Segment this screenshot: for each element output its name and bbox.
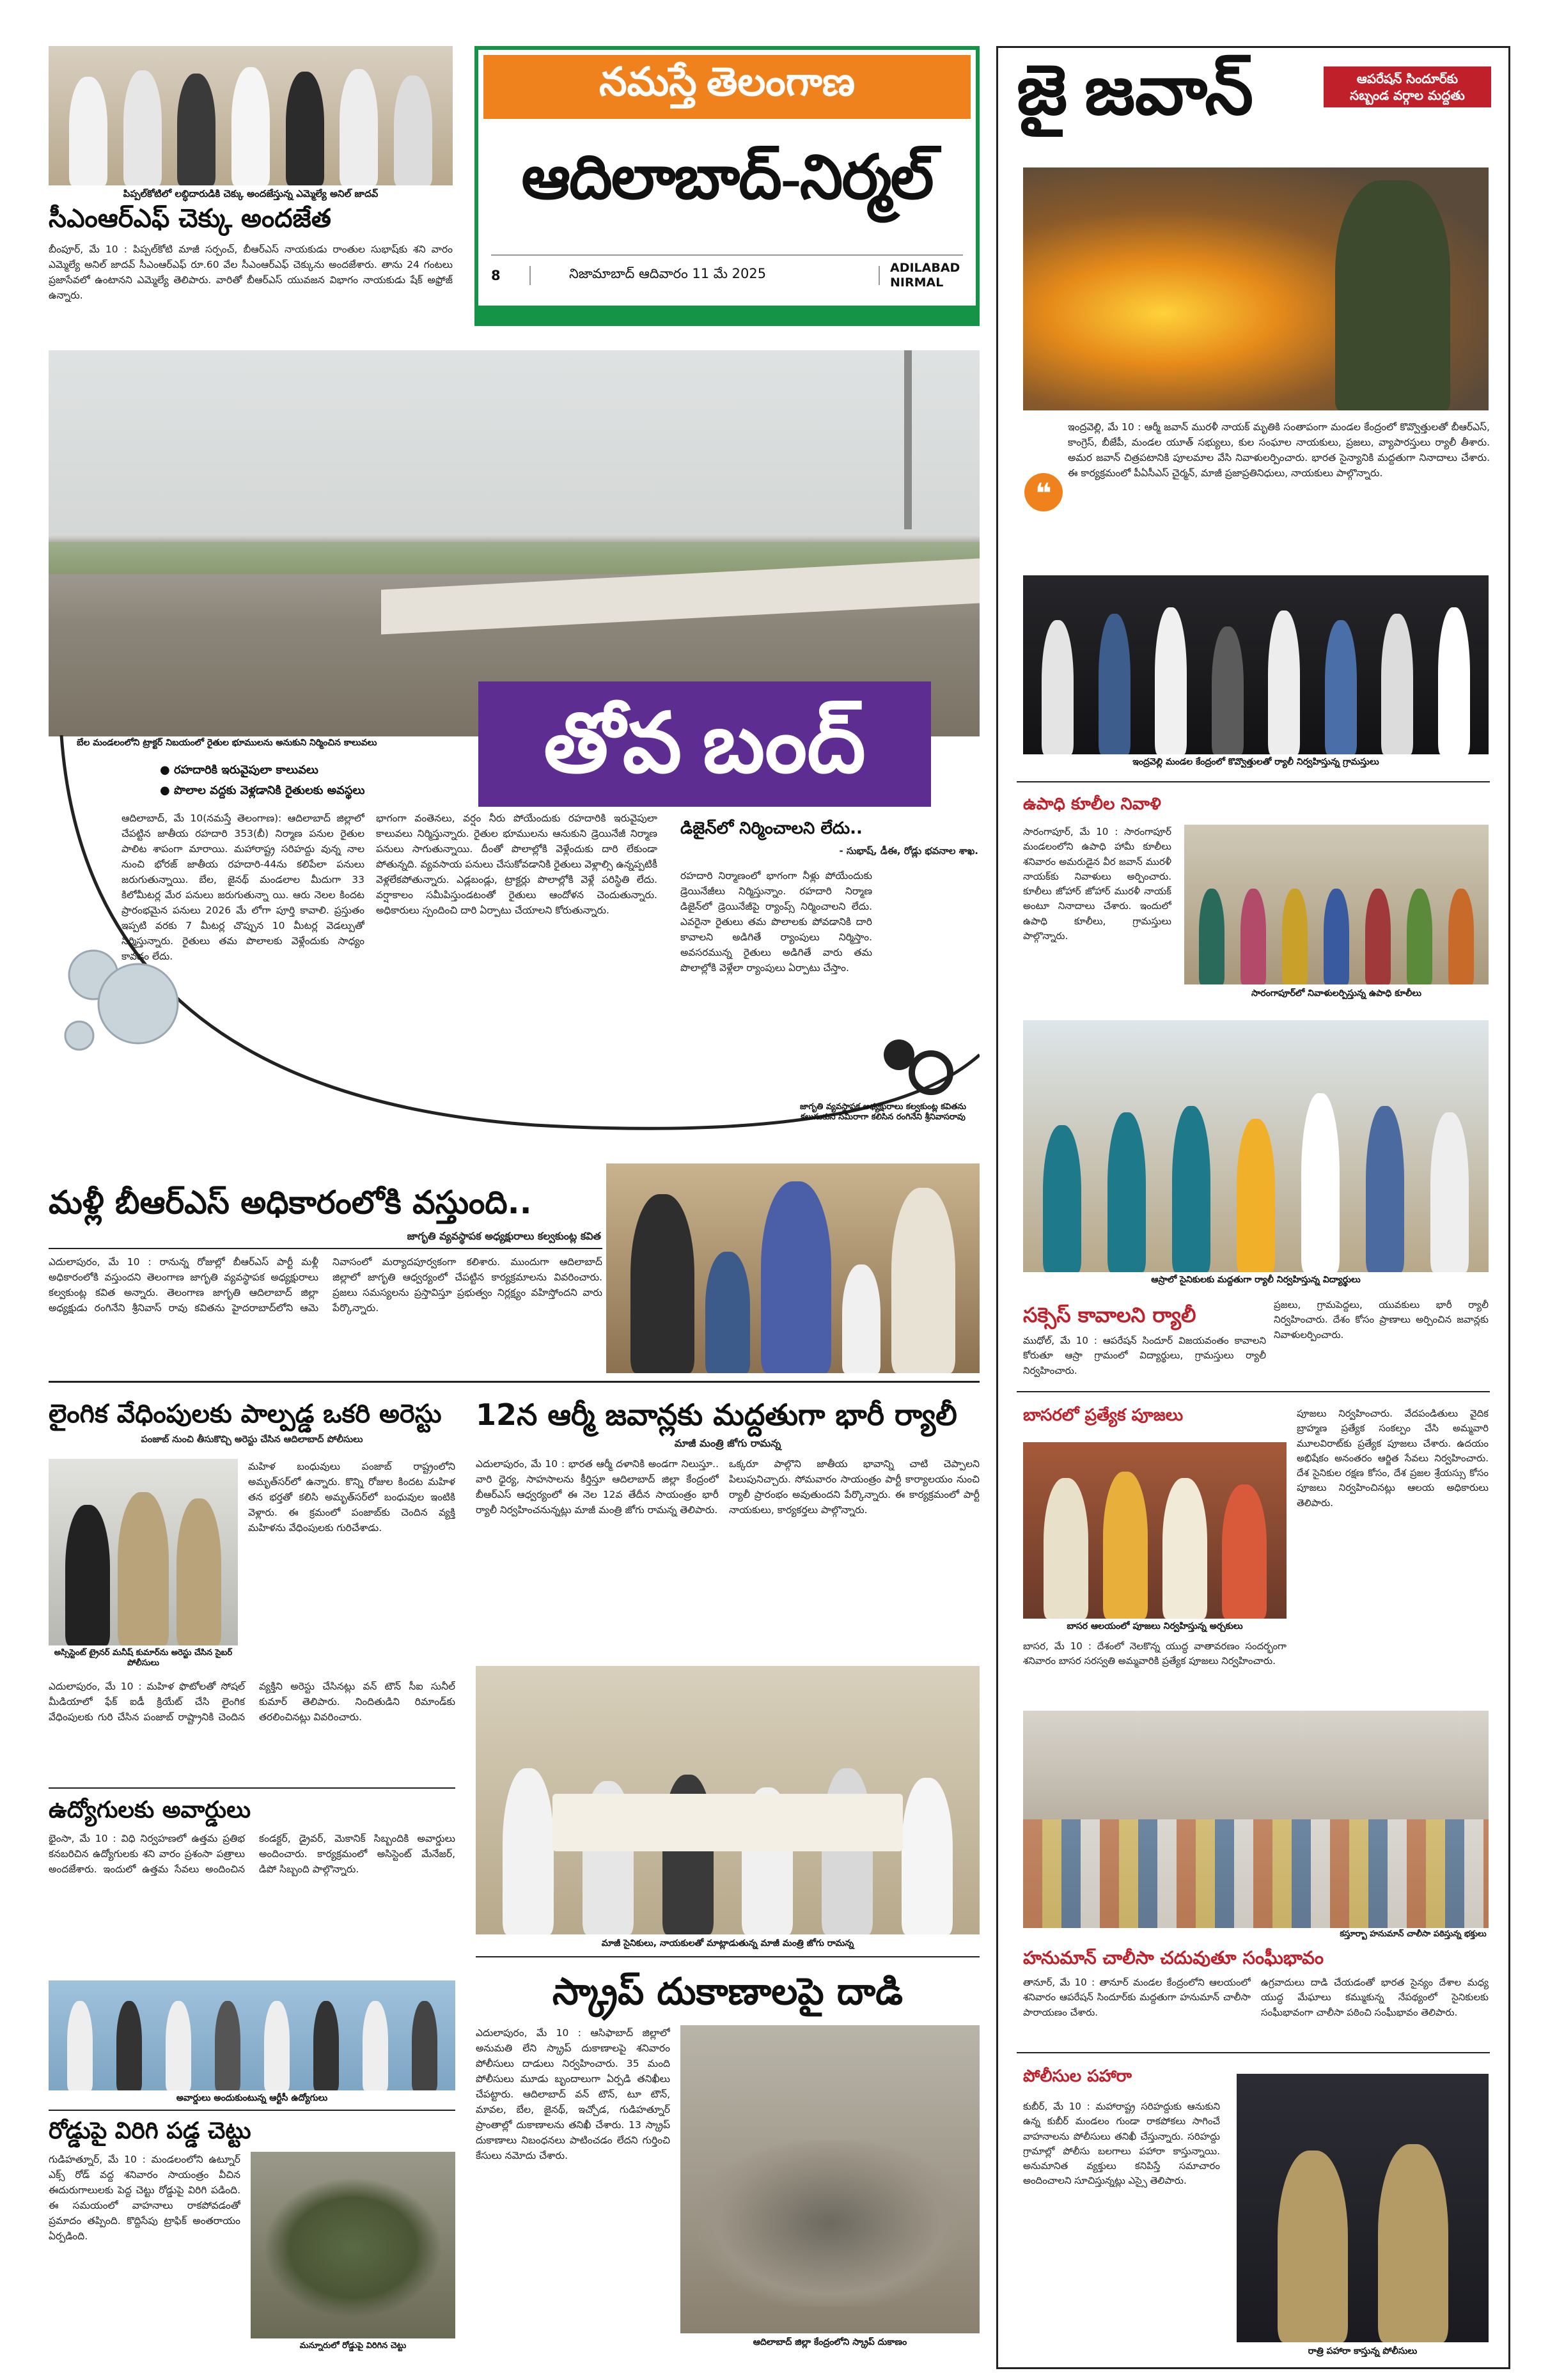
jawan-rally-caption: ఇంద్రవెల్లి మండల కేంద్రంలో కొవ్వొత్తులతో ర్యాలీ నిర్వహిస్తున్న గ్రామస్తులు (1132, 757, 1379, 767)
basara-headline: బాసరలో ప్రత్యేక పూజలు (1023, 1406, 1184, 1425)
brs-subhead: జాగృతి వ్యవస్థాపక అధ్యక్షురాలు కల్వకుంట్ల కవిత (407, 1230, 601, 1242)
scrap-photo (680, 2025, 980, 2333)
rally-headline: 12న ఆర్మీ జవాన్లకు మద్దతుగా భారీ ర్యాలీ (476, 1397, 957, 1432)
field-photo (49, 350, 980, 736)
awards-photo-caption: అవార్డులు అందుకుంటున్న ఆర్టీసీ ఉద్యోగులు (176, 2093, 328, 2103)
masthead-stripe (478, 306, 976, 322)
dateline: నిజామాబాద్ ఆదివారం 11 మే 2025 (529, 266, 880, 285)
arrest-photo-caption: అస్సిస్టెంట్ ట్రైనర్ మనీష్ కుమార్‌ను అరెస్టు చేసిన సైబర్ పోలీసులు (54, 1648, 233, 1668)
field-photo-caption: బేల మండలంలోని ట్రాక్టర్ నిబయంలో రైతుల భూములను అనుకుని నిర్మించిన కాలువలు (77, 738, 377, 748)
police-headline: పోలీసుల పహారా (1023, 2067, 1132, 2086)
jawan-tag: ఆపరేషన్ సిందూర్‌కు సబ్బండ వర్గాల మద్దతు (1324, 66, 1491, 107)
brand-name: నమస్తే తెలంగాణ (599, 60, 856, 104)
hanuman-body-a: తానూర్, మే 10 : తానూర్ మండల కేంద్రంలోని ఆలయంలో శనివారం ఆపరేషన్ సిందూర్‌కు మద్దతుగా హనుమాన్ చాలీసా పారాయణం చేశారు. (1023, 1977, 1251, 2018)
rally-photo (476, 1666, 980, 1934)
police-photo-caption: రాత్రి పహారా కాస్తున్న పోలీసులు (1308, 2346, 1418, 2356)
quote-icon: ❝ (1024, 473, 1063, 511)
edition-english: ADILABAD NIRMAL (890, 261, 960, 290)
tova-headline: తోవ బంద్ (544, 698, 866, 790)
upadhi-photo-caption: సారంగాపూర్‌లో నివాళులర్పిస్తున్న ఉపాధి కూలీలు (1251, 988, 1422, 999)
tova-sidebar-body: రహదారి నిర్మాణంలో భాగంగా నీళ్లు పోయేందుకు డ్రెయినేజీలు నిర్మిస్తున్నాం. రహదారి నిర్మాణ డిజైన్‌లో డ్రెయినేజీపై ర్యాంప్స్ నిర్మించాలని లేదు. ఎవరైనా రైతులు తమ పొలాలకు పోవడానికి దారి కావాలని అడిగితే ర్యాంపులు నిర్మిస్తాం. అవసరమున్న రైతులు అడిగితే వారు తమ పొలాల్లోకి వెళ్లేలా ర్యాంపులు ఏర్పాటు చేస్తాం. (680, 870, 872, 974)
awards-photo (49, 1980, 455, 2090)
police-body: కుబీర్, మే 10 : మహారాష్ట్ర సరిహద్దుకు ఆనుకుని ఉన్న కుబీర్ మండలం గుండా రాకపోకలు సాగించే వాహనాలను పోలీసులు తనిఖీ చేస్తున్నారు. సరిహద్దు గ్రామాల్లో పోలీసు బలగాలు పహారా కాస్తున్నాయి. అనుమానిత వ్యక్తులు కనిపిస్తే సమాచారం అందించాలని సూచిస్తున్నట్లు ఎస్సై తెలిపారు. (1023, 2101, 1220, 2187)
rally-photo-caption: మాజీ సైనికులు, నాయకులతో మాట్లాడుతున్న మాజీ మంత్రి జోగు రామన్న (601, 1938, 854, 1948)
jawan-headline: జై జవాన్ (1017, 53, 1254, 129)
tova-bullet-1: ● రహదారికి ఇరువైపులా కాలువలు (160, 763, 318, 777)
upadhi-body: సారంగాపూర్, మే 10 : సారంగాపూర్ మండలంలోని ఉపాధి హామీ కూలీలు శనివారం అమరుడైన వీర జవాన్ మురళీ నాయక్‌కు నివాళులు అర్పించారు. కూలీలు జోహార్ జోహార్ మురళీ నాయక్ అంటూ నినాదాలు చేశారు. ఇందులో ఉపాధి కూలీలు, గ్రామస్తులు పాల్గొన్నారు. (1023, 826, 1171, 942)
awards-body: భైంసా, మే 10 : విధి నిర్వహణలో ఉత్తమ ప్రతిభ కనబరిచిన ఉద్యోగులకు శని వారం ప్రశంసా పత్రాలు అందజేశారు. ఇందులో ఉత్తమ సేవలు అందించిన కండక్టర్, డ్రైవర్, మెకానిక్ సిబ్బందికి అవార్డులు అందించారు. కార్యక్రమంలో అసిస్టెంట్ మేనేజర్, డిపో సిబ్బంది పాల్గొన్నారు. (49, 1833, 455, 1876)
basara-body-a: బాసర, మే 10 : దేశంలో నెలకొన్న యుద్ధ వాతావరణం సందర్భంగా శనివారం బాసర సరస్వతి అమ్మవారికి ప్రత్యేక పూజలు నిర్వహించారు. (1023, 1640, 1287, 1667)
hanuman-headline: హనుమాన్ చాలీసా చదువుతూ సంఘీభావం (1023, 1947, 1324, 1968)
tree-body: గుడిహత్నూర్, మే 10 : మండలంలోని ఉట్నూర్ ఎక్స్ రోడ్ వద్ద శనివారం సాయంత్రం వీచిన ఈదురుగాలులకు పెద్ద చెట్టు రోడ్డుపై విరిగి పడింది. ఈ సమయంలో వాహనాలు రాకపోవడంతో ప్రమాదం తప్పింది. కొద్దిసేపు ట్రాఫిక్ అంతరాయం ఏర్పడింది. (49, 2154, 240, 2243)
cmrf-photo-caption: పిప్పల్‌కోటిలో లబ్ధిదారుడికి చెక్కు అందజేస్తున్న ఎమ్మెల్యే అనిల్ జాదవ్ (123, 188, 379, 199)
brand-banner (483, 55, 971, 119)
tova-sidebar-byline: - సుభాష్, డీఈ, రోడ్లు భవనాల శాఖ. (839, 845, 978, 857)
cmrf-body: బీంపూర్, మే 10 : పిప్పల్‌కోటి మాజీ సర్పంచ్, బీఆర్‌ఎస్ నాయకుడు రాంతుల సుభాష్‌కు శని వారం ఎమ్మెల్యే అనిల్ జాదవ్ సీఎంఆర్‌ఎఫ్ రూ.60 వేల సీఎంఆర్‌ఎఫ్ చెక్కును అందజేశారు. తాను 24 గంటలు ప్రజాసేవలో ఉంటానని ఎమ్మెల్యే తెలిపారు. వారితో బీఆర్‌ఎస్ యువజన విభాగం నాయకుడు షేక్ అఫ్రోజ్ ఉన్నారు. (49, 244, 453, 302)
basara-photo (1023, 1442, 1287, 1619)
tova-body-col1: ఆదిలాబాద్, మే 10(నమస్తే తెలంగాణ): ఆదిలాబాద్ జిల్లాలో చేపట్టిన జాతీయ రహదారి 353(బీ) నిర్మాణ పనుల రైతుల పాలిట శాపంగా మారాయి. మహారాష్ట్ర సరిహద్దు వున్న నాల నుంచి భోరజ్ జాతీయ రహదారి-44ను కలిపేలా పనులు జరుగుతున్నాయి. బేల, జైనథ్ మండలాల మీదుగా 33 కిలోమీటర్ల మేర పనులు జరుగుతున్నా యి. ఆరు నెలల కిందట ప్రారంభమైన పనులు 2026 మే లోగా పూర్తి కావాలి. ప్రస్తుతం ఇప్పటి వరకు 7 మీటర్ల చొప్పున 10 మీటర్ల వెడల్పుతో నిర్మిస్తున్నారు. రైతులు తమ పొలాలకు వెళ్లేందుకు సాధ్యం కావడం లేదు. (121, 813, 364, 963)
arrest-photo (49, 1459, 238, 1645)
sainyam-photo-caption: ఆస్రాలో సైనికులకు మద్దతుగా ర్యాలీ నిర్వహిస్తున్న విద్యార్థులు (1151, 1275, 1361, 1285)
edition-title: ఆదిలాబాద్-నిర్మల్ (521, 143, 933, 212)
rally-subhead: మాజీ మంత్రి జోగు రామన్న (674, 1437, 781, 1449)
scrap-body: ఎదులాపురం, మే 10 : ఆసిఫాబాద్ జిల్లాలో అనుమతి లేని స్క్రాప్ దుకాణాలపై శనివారం పోలీసులు దాడులు నిర్వహించారు. 35 మంది పోలీసులు మూడు బృందాలుగా ఏర్పడి తనిఖీలు చేపట్టారు. ఆదిలాబాద్ వన్ టౌన్, టూ టౌన్, మావల, బేల, జైనథ్, ఇచ్చోడ, గుడిహత్నూర్ ప్రాంతాల్లో దుకాణాలను తనిఖీ చేశారు. 13 స్క్రాప్ దుకాణాలు నిబంధనలు పాటించడం లేదని గుర్తించి కేసులు నమోదు చేశారు. (476, 2027, 670, 2162)
masthead (474, 46, 980, 326)
hanuman-body-b: ఉగ్రవాదులు దాడి చేయడంతో భారత సైన్యం దేశాల మధ్య యుద్ధ మేఘాలు కమ్ముకున్న నేపథ్యంలో సైనికులకు సంఘీభావంగా చాలీసా పఠించి సంఘీభావం తెలిపారు. (1261, 1977, 1489, 2018)
page-number: 8 (491, 268, 501, 283)
scrap-photo-caption: ఆదిలాబాద్ జిల్లా కేంద్రంలోని స్క్రాప్ దుకాణం (753, 2337, 907, 2347)
awards-headline: ఉద్యోగులకు అవార్డులు (49, 1797, 251, 1823)
basara-photo-caption: బాసర ఆలయంలో పూజలు నిర్వహిస్తున్న అర్చకులు (1067, 1621, 1243, 1631)
kavitha-photo (606, 1163, 980, 1373)
tree-photo-caption: మన్నూరులో రోడ్డుపై విరిగిన చెట్టు (299, 2341, 407, 2351)
tova-bullet-2: ● పొలాల వద్దకు వెళ్లడానికి రైతులకు అవస్థలు (160, 784, 365, 797)
brs-headline: మళ్లీ బీఆర్‌ఎస్ అధికారంలోకి వస్తుంది.. (49, 1184, 532, 1221)
tree-photo (251, 2152, 455, 2338)
police-photo (1237, 2074, 1489, 2342)
tova-body-col2: భాగంగా వంతెనలు, వర్షం నీరు పోయేందుకు రహదారికి ఇరువైపులా కాలువలు నిర్మిస్తున్నారు. రైతుల భూములను ఆనుకుని డ్రెయినేజీ నిర్మాణ పనులు సాగుతున్నాయి. దీంతో పొలాల్లోకి వెళ్లేందుకు దారి లేకుండా పోతున్నది. వ్యవసాయ పనులు చేసుకోవడానికి రైతులు వెళ్లాల్సి ఉన్నప్పటికీ వెళ్లలేకపోతున్నారు. ఎడ్లబండ్లు, ట్రాక్టర్లు పొలాల్లోకి వెళ్లే పరిస్థితి లేదు. వర్షాకాలం సమీపిస్తుండటంతో రైతులు ఆందోళన చెందుతున్నారు. అధికారులు స్పందించి దారి ఏర్పాటు చేయాలని కోరుతున్నారు. (376, 813, 657, 917)
jawan-rally-photo (1023, 575, 1489, 754)
rally-body-a: ఎదులాపురం, మే 10 : భారత ఆర్మీ దళానికి అండగా నిలుస్తూ.. వారి ధైర్య, సాహసాలను కీర్తిస్తూ ఆదిలాబాద్ జిల్లా కేంద్రంలో బీఆర్‌ఎస్ ఆధ్వర్యంలో ఈ నెల 12వ తేదీన సాయంత్రం భారీ ర్యాలీ నిర్వహించనున్నట్లు మాజీ మంత్రి జోగు రామన్న తెలిపారు. (476, 1458, 719, 1516)
sainyam-headline: సక్సెస్ కావాలని ర్యాలీ (1023, 1303, 1196, 1327)
arrest-subhead: పంజాబ్ నుంచి తీసుకొచ్చి అరెస్టు చేసిన ఆదిలాబాద్ పోలీసులు (141, 1435, 363, 1445)
sainyam-body-a: ముధోల్, మే 10 : ఆపరేషన్ సిందూర్ విజయవంతం కావాలని కోరుతూ ఆస్రా గ్రామంలో విద్యార్థులు, గ్రామస్తులు ర్యాలీ నిర్వహించారు. (1023, 1335, 1266, 1376)
cmrf-photo (49, 46, 453, 185)
scrap-headline: స్క్రాప్ దుకాణాలపై దాడి (552, 1970, 904, 2013)
hanuman-photo (1023, 1711, 1489, 1928)
jawan-photo (1023, 167, 1489, 410)
tova-sidebar-head: డిజైన్‌లో నిర్మించాలని లేదు.. (680, 819, 863, 838)
tova-inset-caption: జాగృతి వ్యవస్థాపక అధ్యక్షురాలు కల్వకుంట్ల కవితను కలుసుకుని సమీరాగా కలిసిన రంగినేని శ్రీనివాసరావు (799, 1102, 967, 1122)
arrest-body-b: ఎదులాపురం, మే 10 : మహిళ ఫొటోలతో సోషల్ మీడియాలో ఫేక్ ఐడీ క్రియేట్ చేసి లైంగిక వేధింపులకు గురి చేసిన పంజాబ్ రాష్ట్రానికి చెందిన వ్యక్తిని అరెస్టు చేసినట్లు వన్ టౌన్ సీఐ సునీల్ కుమార్ తెలిపారు. నిందితుడిని రిమాండ్‌కు తరలించినట్లు వివరించారు. (49, 1681, 455, 1723)
arrest-headline: లైంగిక వేధింపులకు పాల్పడ్డ ఒకరి అరెస్టు (49, 1399, 442, 1429)
cmrf-headline: సీఎంఆర్‌ఎఫ్ చెక్కు అందజేత (49, 204, 331, 233)
brs-body: ఎదులాపురం, మే 10 : రానున్న రోజుల్లో బీఆర్‌ఎస్ పార్టీ మళ్లీ అధికారంలోకి వస్తుందని తెలంగాణ జాగృతి వ్యవస్థాపక అధ్యక్షురాలు కల్వకుంట్ల కవిత అన్నారు. తెలంగాణ జాగృతి ఆదిలాబాద్ జిల్లా అధ్యక్షుడు రంగినేని శ్రీనివాస్ రావు కవితను హైదరాబాద్‌లోని ఆమె నివాసంలో మర్యాదపూర్వకంగా కలిశారు. ముందుగా ఆదిలాబాద్ జిల్లాలో జాగృతి ఆధ్వర్యంలో చేపట్టిన కార్యక్రమాలను వివరించారు. ప్రజలు సమస్యలను ప్రస్తావిస్తూ ప్రభుత్వం నిర్లక్ష్యం వహిస్తోందని వారు పేర్కొన్నారు. (49, 1256, 602, 1314)
basara-body-b: పూజలు నిర్వహించారు. వేదపండితులు వైదిక బ్రాహ్మణ ప్రత్యేక సంకల్పం చేసి అమ్మవారి మూలవిరాట్‌కు ప్రత్యేక పూజలు చేశారు. ఉదయం అభిషేకం అనంతరం ఆర్జిత సేవలు నిర్వహించారు. దేశ సైనికుల రక్షణ కోసం, దేశ ప్రజల శ్రేయస్సు కోసం పూజలు నిర్వహించినట్లు ఆలయ అధికారులు తెలిపారు. (1297, 1408, 1489, 1509)
hanuman-photo-caption: కస్తూర్బా హనుమాన్ చాలీసా పఠిస్తున్న భక్తులు (1340, 1929, 1487, 1939)
tree-headline: రోడ్డుపై విరిగి పడ్డ చెట్టు (49, 2118, 251, 2144)
dateline-bar (491, 254, 963, 295)
upadhi-photo (1184, 825, 1489, 984)
arrest-body-a: మహిళ బంధువులు పంజాబ్ రాష్ట్రంలోని అమృత్‌సర్‌లో ఉన్నారు. కొన్ని రోజుల కిందట మహిళ తన భర్తతో కలిసి అమృత్‌సర్‌లో బంధువుల ఇంటికి వెళ్లారు. ఈ క్రమంలో పంజాబ్‌కు చెందిన వ్యక్తి మహిళను వేధింపులకు గురిచేశాడు. (248, 1461, 455, 1534)
sainyam-photo (1023, 1020, 1489, 1272)
sainyam-body-b: ప్రజలు, గ్రామపెద్దలు, యువకులు భారీ ర్యాలీ నిర్వహించారు. దేశం కోసం ప్రాణాలు అర్పించిన జవాన్లకు నివాళులర్పించారు. (1274, 1299, 1489, 1341)
jawan-body: ఇంద్రవెల్లి, మే 10 : ఆర్మీ జవాన్ మురళీ నాయక్ మృతికి సంతాపంగా మండల కేంద్రంలో కొవ్వొత్తులతో బీఆర్‌ఎస్, కాంగ్రెస్, బీజేపీ, మండల యూత్ సభ్యులు, కుల సంఘాల నాయకులు, ప్రజలు, వ్యాపారస్తులు ర్యాలీ తీశారు. అమర జవాన్ చిత్రపటానికి పూలమాల వేసి నివాళులర్పించారు. భారత సైన్యానికి మద్దతుగా నినాదాలు చేశారు. ఈ కార్యక్రమంలో పీఏసీఎస్ చైర్మన్, మాజీ ప్రజాప్రతినిధులు, నాయకులు పాల్గొన్నారు. (1068, 421, 1490, 479)
upadhi-headline: ఉపాధి కూలీల నివాళి (1023, 795, 1161, 814)
rally-body-b: ఒక్కరూ పాల్గొని జాతీయ భావాన్ని చాటి చెప్పాలని పిలుపునిచ్చారు. సోమవారం సాయంత్రం పార్టీ కార్యాలయం నుంచి ర్యాలీ ప్రారంభం అవుతుందని పేర్కొన్నారు. ఈ కార్యక్రమంలో పార్టీ నాయకులు, కార్యకర్తలు పాల్గొన్నారు. (729, 1458, 980, 1516)
